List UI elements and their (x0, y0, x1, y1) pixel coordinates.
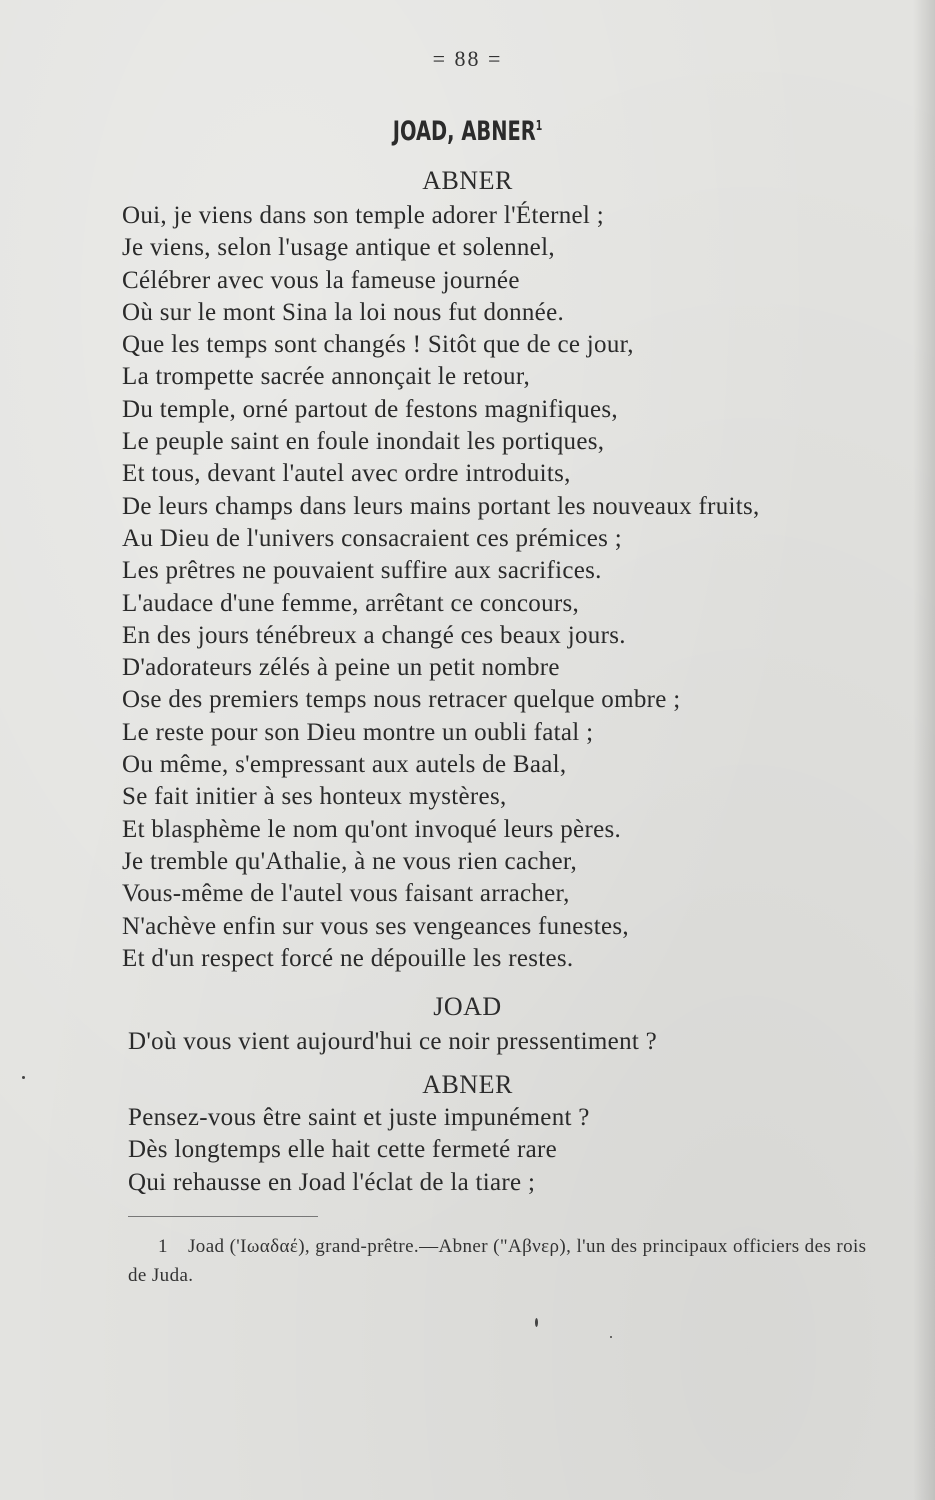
scene-title-text: JOAD, ABNER (392, 116, 536, 147)
verse-line: Qui rehausse en Joad l'éclat de la tiare ; (128, 1168, 536, 1196)
verse-line: La trompette sacrée annonçait le retour, (122, 363, 531, 391)
verse-line: Du temple, orné partout de festons magnifiques, (122, 395, 618, 423)
footnote (128, 1232, 878, 1290)
verse-block (128, 1026, 657, 1058)
verse-line: Où sur le mont Sina la loi nous fut donnée. (122, 298, 565, 326)
verse-line: Se fait initier à ses honteux mystères, (122, 783, 507, 811)
verse-line: Et blasphème le nom qu'ont invoqué leurs pères. (122, 815, 622, 843)
verse-line: Les prêtres ne pouvaient suffire aux sacrifices. (122, 557, 602, 585)
verse-line: L'audace d'une femme, arrêtant ce concours, (122, 589, 580, 617)
verse-line: Je tremble qu'Athalie, à ne vous rien cacher, (122, 847, 578, 875)
verse-line: Dès longtemps elle hait cette fermeté rare (128, 1136, 558, 1164)
page-edge-shadow (913, 0, 935, 1500)
verse-line: Et d'un respect forcé ne dépouille les restes. (122, 944, 574, 972)
verse-line: Je viens, selon l'usage antique et solennel, (122, 234, 555, 262)
verse-line: Et tous, devant l'autel avec ordre introduits, (122, 460, 571, 488)
speaker-name: ABNER (422, 1070, 513, 1099)
verse-line: Oui, je viens dans son temple adorer l'Éternel ; (122, 202, 604, 229)
verse-line: Célébrer avec vous la fameuse journée (122, 266, 520, 294)
verse-line: Pensez-vous être saint et juste impunément ? (128, 1104, 590, 1131)
speaker-name: JOAD (433, 992, 502, 1021)
verse-line: Le reste pour son Dieu montre un oubli fatal ; (122, 718, 594, 746)
verse-line: N'achève enfin sur vous ses vengeances funestes, (122, 912, 629, 940)
verse-line: Le peuple saint en foule inondait les portiques, (122, 428, 605, 456)
footnote-text: Joad ('Ιωαδαέ), grand-prêtre.—Abner ("Αβνερ), l'un des principaux officiers des rois de Juda. (128, 1236, 867, 1286)
verse-block (122, 200, 760, 975)
verse-line: D'où vous vient aujourd'hui ce noir pressentiment ? (128, 1028, 658, 1055)
verse-line: Au Dieu de l'univers consacraient ces prémices ; (122, 524, 622, 552)
ink-speck (610, 1336, 612, 1338)
scene-title (131, 116, 804, 147)
ink-speck (22, 1076, 25, 1079)
footnote-reference: 1 (535, 119, 543, 134)
verse-line: Que les temps sont changés ! Sitôt que de ce jour, (122, 331, 634, 359)
ink-speck (535, 1318, 538, 1327)
speaker-name: ABNER (422, 166, 513, 195)
verse-line: De leurs champs dans leurs mains portant les nouveaux fruits, (122, 492, 760, 520)
verse-line: En des jours ténébreux a changé ces beaux jours. (122, 621, 626, 649)
verse-block (128, 1102, 590, 1199)
verse-line: Ose des premiers temps nous retracer quelque ombre ; (122, 686, 681, 714)
page-number: = 88 = (432, 46, 503, 71)
footnote-divider (128, 1216, 318, 1217)
verse-line: D'adorateurs zélés à peine un petit nombre (122, 654, 560, 682)
verse-line: Ou même, s'empressant aux autels de Baal, (122, 751, 567, 779)
footnote-mark: 1 (158, 1236, 168, 1257)
verse-line: Vous-même de l'autel vous faisant arracher, (122, 880, 570, 908)
